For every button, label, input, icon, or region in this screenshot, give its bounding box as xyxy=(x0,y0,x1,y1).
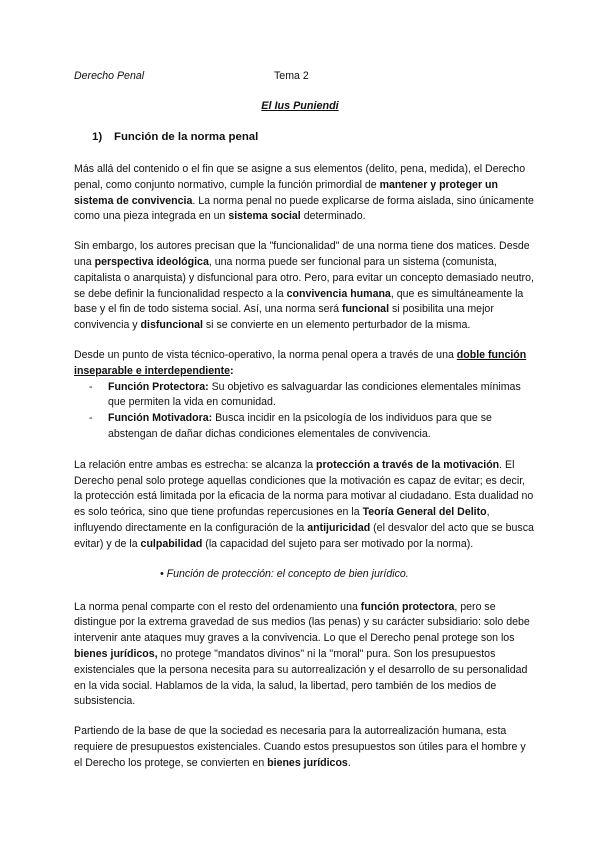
bold-term: perspectiva ideológica xyxy=(94,255,209,268)
list-item-label: Función Motivadora: xyxy=(108,412,213,425)
bold-underlined-term: doble función inseparable e interdependiente xyxy=(74,348,527,377)
list-item-text: Su objetivo es salvaguardar las condiciones elementales mínimas que permiten la vida en comunidad. xyxy=(108,380,521,409)
bold-term: Teoría General del Delito xyxy=(362,506,487,519)
text-run: La relación entre ambas es estrecha: se alcanza la xyxy=(74,458,317,471)
list-item xyxy=(74,380,534,412)
bullet-icon: • xyxy=(160,567,164,580)
section-heading xyxy=(92,131,258,143)
document-title: El Ius Puniendi xyxy=(261,100,339,112)
section-number: 1) xyxy=(92,131,103,143)
text-run: (el desvalor del acto que se busca evitar) y de la xyxy=(74,521,534,550)
text-run: . El Derecho penal solo protege aquellas condiciones que la motivación es capaz de evitar; es decir, la protección está limitada por la eficacia de la norma para motivar al ciudadano. Esta dualidad no es solo teórica, sino que tiene profundas repercusiones en la xyxy=(74,458,534,519)
text-run: , pero se distingue por la extrema gravedad de sus medios (las penas) y su carácter subsidiario: solo debe intervenir ante ataques muy graves a la convivencia. Lo que el Derecho penal protege son los xyxy=(74,600,530,645)
list-dash: - xyxy=(89,412,93,425)
text-run: (la capacidad del sujeto para ser motivado por la norma). xyxy=(202,537,474,550)
text-run: si se convierte en un elemento perturbador de la misma. xyxy=(202,319,471,332)
header-subject: Derecho Penal xyxy=(74,70,145,82)
text-run: La norma penal comparte con el resto del ordenamiento una xyxy=(74,600,361,613)
bold-term: protección a través de la motivación xyxy=(316,458,500,471)
paragraph-3 xyxy=(74,348,534,380)
text-run: Desde un punto de vista técnico-operativo, la norma penal opera a través de una xyxy=(74,348,457,361)
text-run: Sin embargo, los autores precisan que la "funcionalidad" de una norma tiene dos matices. Desde una xyxy=(74,240,530,268)
paragraph-2 xyxy=(74,239,534,334)
paragraph-4 xyxy=(74,458,534,553)
text-run: : xyxy=(230,364,234,377)
bold-term: funcional xyxy=(341,303,390,316)
bold-term: antijuricidad xyxy=(307,521,371,534)
text-run: . xyxy=(347,756,351,769)
text-run: . La norma penal no puede explicarse de forma aislada, sino únicamente como una pieza integrada en un xyxy=(74,194,534,223)
paragraph-5 xyxy=(74,600,534,711)
text-run: , influyendo directamente en la configuración de la xyxy=(74,506,490,534)
list-dash: - xyxy=(89,380,93,393)
bold-term: mantener y proteger un sistema de convivencia xyxy=(74,178,498,207)
bold-term: culpabilidad xyxy=(140,537,203,550)
bold-term: función protectora xyxy=(360,600,455,613)
document-body xyxy=(74,162,534,786)
text-run: , que es simultáneamente la base y el fin de todo sistema social. Así, una norma será xyxy=(74,287,524,316)
bold-term: bienes jurídicos xyxy=(267,756,348,769)
bold-term: sistema social xyxy=(228,210,301,223)
text-run: determinado. xyxy=(300,210,366,223)
list-item xyxy=(74,411,534,443)
subheading-text: Función de protección: el concepto de bien jurídico. xyxy=(163,567,409,580)
header-topic: Tema 2 xyxy=(274,70,309,82)
section-title: Función de la norma penal xyxy=(114,131,259,143)
text-run: no protege "mandatos divinos" ni la "moral" pura. Son los presupuestos existenciales que la persona necesita para su autorrealización y el desarrollo de su personalidad en la vida social. Hablamos de la vida, la salud, la libertad, pero también de los medios de subsistencia. xyxy=(74,647,528,708)
function-list xyxy=(74,380,534,443)
bold-term: convivencia humana xyxy=(286,287,391,300)
text-run: Partiendo de la base de que la sociedad es necesaria para la autorrealización humana, esta requiere de presupuestos existenciales. Cuando estos presupuestos son útiles para el hombre y el Derecho los protege, se convierten en xyxy=(74,725,526,769)
bold-term: disfuncional xyxy=(140,319,203,332)
text-run: , una norma puede ser funcional para un sistema (comunista, capitalista o anarquista) y disfuncional para otro. Pero, para evitar un concepto demasiado neutro, se debe definir la funcionalidad respecto a la xyxy=(74,255,534,300)
bold-term: bienes jurídicos, xyxy=(74,647,158,660)
list-item-text: Busca incidir en la psicología de los individuos para que se abstengan de dañar dichas condiciones elementales de convivencia. xyxy=(108,412,492,440)
subheading-bien-juridico xyxy=(74,567,534,582)
text-run: Más allá del contenido o el fin que se asigne a sus elementos (delito, pena, medida), el Derecho penal, como conjunto normativo, cumple la función primordial de xyxy=(74,163,526,191)
text-run: si posibilita una mejor convivencia y xyxy=(74,303,494,332)
list-item-label: Función Protectora: xyxy=(108,380,209,393)
paragraph-1 xyxy=(74,162,534,225)
paragraph-6 xyxy=(74,724,534,771)
